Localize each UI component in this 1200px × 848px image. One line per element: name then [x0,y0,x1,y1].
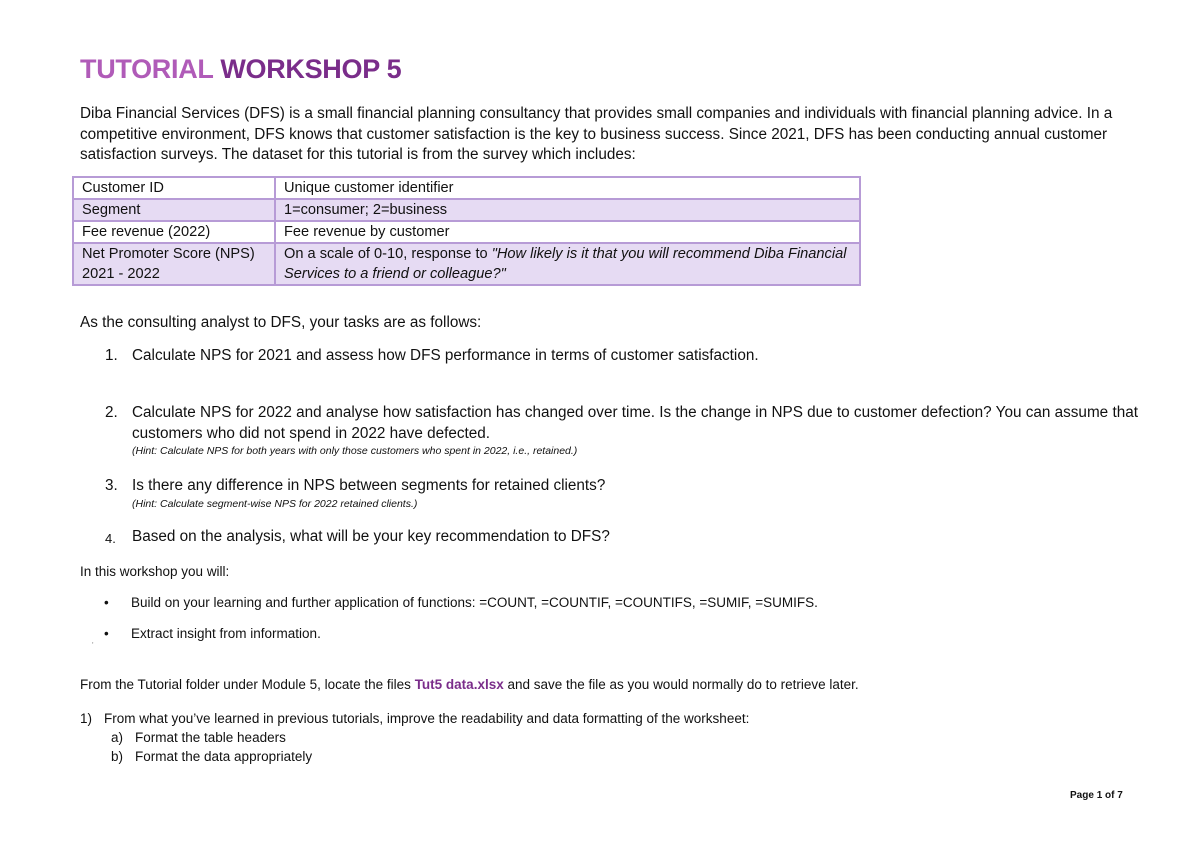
substep-text: Format the table headers [135,730,286,745]
step-number: 1) [80,711,93,726]
data-file-name: Tut5 data.xlsx [414,677,504,692]
page-current: 1 [1096,790,1103,801]
task-item-3 [105,476,1142,511]
list-item [104,626,321,641]
table-desc-cell: Unique customer identifier [275,177,860,199]
nps-field-line1: Net Promoter Score (NPS) [82,246,255,262]
task-item-4 [105,527,1142,548]
page-number [1070,790,1123,801]
table-row [73,243,860,285]
table-desc-cell [275,243,860,285]
bullet-text: Extract insight from information. [131,626,321,641]
nps-question: "How likely is it that you will recommend Diba Financial Services to a friend or colleague?" [284,246,847,282]
list-item [104,595,818,610]
table-row [73,199,860,221]
step-1 [80,711,749,726]
task-number: 4. [105,531,116,546]
task-text: Based on the analysis, what will be your key recommendation to DFS? [132,528,610,545]
page-title [80,54,401,85]
page-total: 7 [1117,790,1123,801]
task-hint: (Hint: Calculate NPS for both years with only those customers who spent in 2022, i.e., retained.) [132,445,578,457]
bullet-text: Build on your learning and further application of functions: =COUNT, =COUNTIF, =COUNTIFS, =SUMIF, =SUMIFS. [131,595,818,610]
bullet-icon: • [104,595,109,610]
page-of: of [1105,790,1115,801]
task-number: 1. [105,347,118,364]
substep-label: a) [111,730,124,745]
substep-text: Format the data appropriately [135,749,313,764]
nps-field-line2: 2021 - 2022 [82,266,160,282]
task-text: Is there any difference in NPS between segments for retained clients? [132,477,606,494]
task-number: 3. [105,477,118,494]
workshop-intro: In this workshop you will: [80,564,230,579]
nps-desc-prefix: On a scale of 0-10, response to [284,246,492,262]
locate-instruction [80,677,859,692]
task-text: Calculate NPS for 2021 and assess how DFS performance in terms of customer satisfaction. [132,347,759,364]
tasks-lead: As the consulting analyst to DFS, your tasks are as follows: [80,314,482,331]
table-field-cell: Segment [73,199,275,221]
task-text: Calculate NPS for 2022 and analyse how satisfaction has changed over time. Is the change in NPS due to customer defection? You can assume that customers who did not spend in 2022 have defected. [132,404,1138,442]
task-number: 2. [105,404,118,421]
table-field-cell [73,243,275,285]
table-row [73,177,860,199]
page-label: Page [1070,790,1094,801]
table-field-cell: Fee revenue (2022) [73,221,275,243]
table-desc-cell: 1=consumer; 2=business [275,199,860,221]
dataset-table [72,176,861,286]
step-text: From what you’ve learned in previous tutorials, improve the readability and data formatting of the worksheet: [104,711,750,726]
task-item-1 [105,346,1142,367]
bullet-icon: • [104,626,109,641]
stray-mark: ' [92,641,94,650]
table-field-cell: Customer ID [73,177,275,199]
intro-paragraph: Diba Financial Services (DFS) is a small financial planning consultancy that provides small companies and individuals with financial planning advice. In a competitive environment, DFS knows that customer satisfaction is the key to business success. Since 2021, DFS has been conducting annual customer satisfaction surveys. The dataset for this tutorial is from the survey which includes: [80,105,1113,163]
substep-b [111,749,312,764]
title-word-workshop: WORKSHOP 5 [220,54,402,84]
locate-after: and save the file as you would normally do to retrieve later. [503,677,859,692]
title-word-tutorial: TUTORIAL [80,54,214,84]
task-item-2 [105,403,1142,458]
task-hint: (Hint: Calculate segment-wise NPS for 2022 retained clients.) [132,497,418,510]
substep-a [111,730,286,745]
table-row [73,221,860,243]
substep-label: b) [111,749,124,764]
table-desc-cell: Fee revenue by customer [275,221,860,243]
locate-before: From the Tutorial folder under Module 5, locate the files [80,677,415,692]
